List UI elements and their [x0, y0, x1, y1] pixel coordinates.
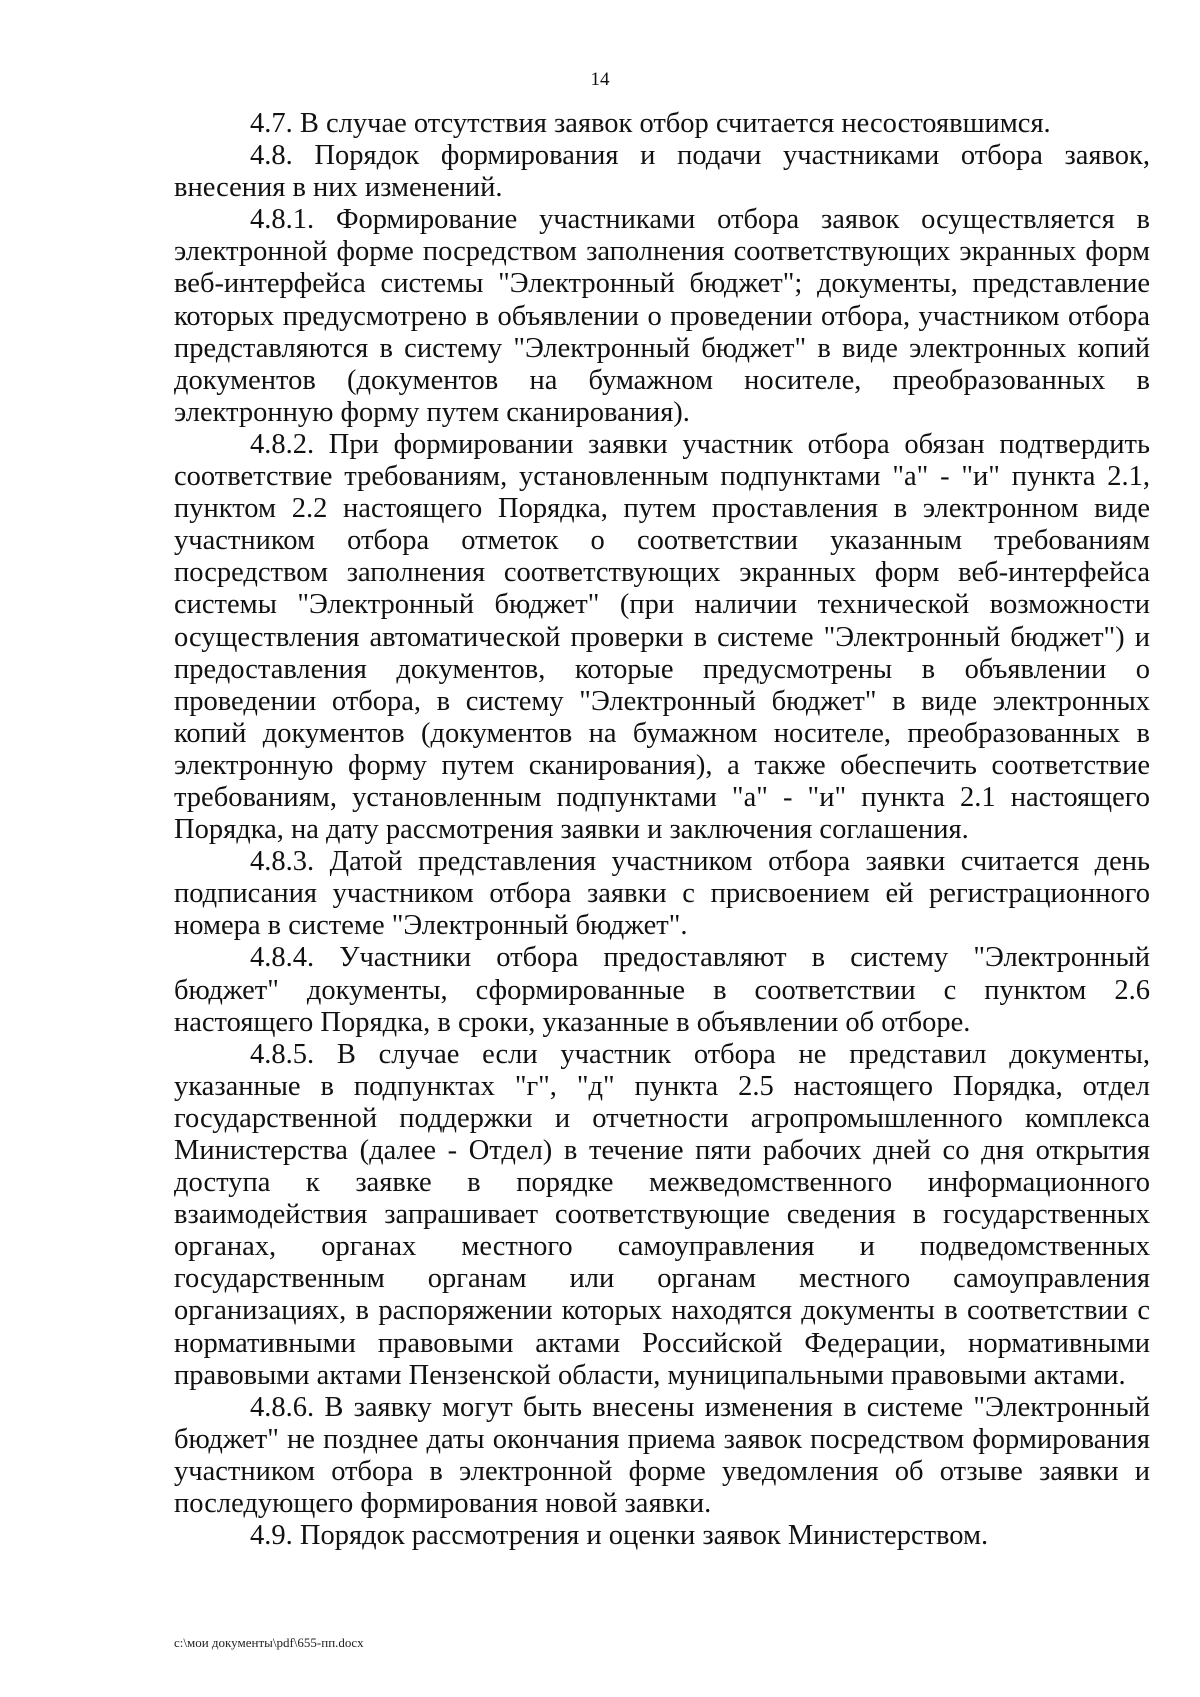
- paragraph-4-9: 4.9. Порядок рассмотрения и оценки заявок Министерством.: [250, 1520, 989, 1552]
- paragraph-4-8-3: 4.8.3. Датой представления участником отбора заявки считается день подписания участником отбора заявки с присвоением ей регистрационного номера в системе "Электронный бюджет".: [174, 846, 1150, 942]
- paragraph-4-8-4: 4.8.4. Участники отбора предоставляют в систему "Электронный бюджет" документы, сформированные в соответствии с пунктом 2.6 настоящего Порядка, в сроки, указанные в объявлении об отборе.: [174, 942, 1150, 1038]
- footer-file-path: c:\мои документы\pdf\655-пп.docx: [174, 1635, 364, 1650]
- paragraph-4-8-6: 4.8.6. В заявку могут быть внесены изменения в системе "Электронный бюджет" не позднее даты окончания приема заявок посредством формирования участником отбора в электронной форме уведомления об отзыве заявки и последующего формирования новой заявки.: [174, 1391, 1150, 1520]
- paragraph-4-8-5: 4.8.5. В случае если участник отбора не представил документы, указанные в подпунктах "г", "д" пункта 2.5 настоящего Порядка, отдел государственной поддержки и отчетности агропромышленного комплекса Министерства (далее - Отдел) в течение пяти рабочих дней со дня открытия доступа к заявке в порядке межведомственного информационного взаимодействия запрашивает соответствующие сведения в государственных органах, органах местного самоуправления и подведомственных государственным органам или органам местного самоуправления организациях, в распоряжении которых находятся документы в соответствии с нормативными правовыми актами Российской Федерации, нормативными правовыми актами Пензенской области, муниципальными правовыми актами.: [174, 1038, 1150, 1391]
- paragraph-4-8-2: 4.8.2. При формировании заявки участник отбора обязан подтвердить соответствие требованиям, установленным подпунктами "а" - "и" пункта 2.1, пунктом 2.2 настоящего Порядка, путем проставления в электронном виде участником отбора отметок о соответствии указанным требованиям посредством заполнения соответствующих экранных форм веб-интерфейса системы "Электронный бюджет" (при наличии технической возможности осуществления автоматической проверки в системе "Электронный бюджет") и предоставления документов, которые предусмотрены в объявлении о проведении отбора, в систему "Электронный бюджет" в виде электронных копий документов (документов на бумажном носителе, преобразованных в электронную форму путем сканирования), а также обеспечить соответствие требованиям, установленным подпунктами "а" - "и" пункта 2.1 настоящего Порядка, на дату рассмотрения заявки и заключения соглашения.: [174, 428, 1150, 846]
- page-number: 14: [590, 69, 610, 90]
- paragraph-4-8: 4.8. Порядок формирования и подачи участниками отбора заявок, внесения в них изменений.: [174, 140, 1150, 204]
- document-body: [174, 108, 1150, 1552]
- paragraph-4-8-1: 4.8.1. Формирование участниками отбора заявок осуществляется в электронной форме посредством заполнения соответствующих экранных форм веб-интерфейса системы "Электронный бюджет"; документы, представление которых предусмотрено в объявлении о проведении отбора, участником отбора представляются в систему "Электронный бюджет" в виде электронных копий документов (документов на бумажном носителе, преобразованных в электронную форму путем сканирования).: [174, 204, 1150, 428]
- paragraph-4-7: 4.7. В случае отсутствия заявок отбор считается несостоявшимся.: [250, 108, 1051, 139]
